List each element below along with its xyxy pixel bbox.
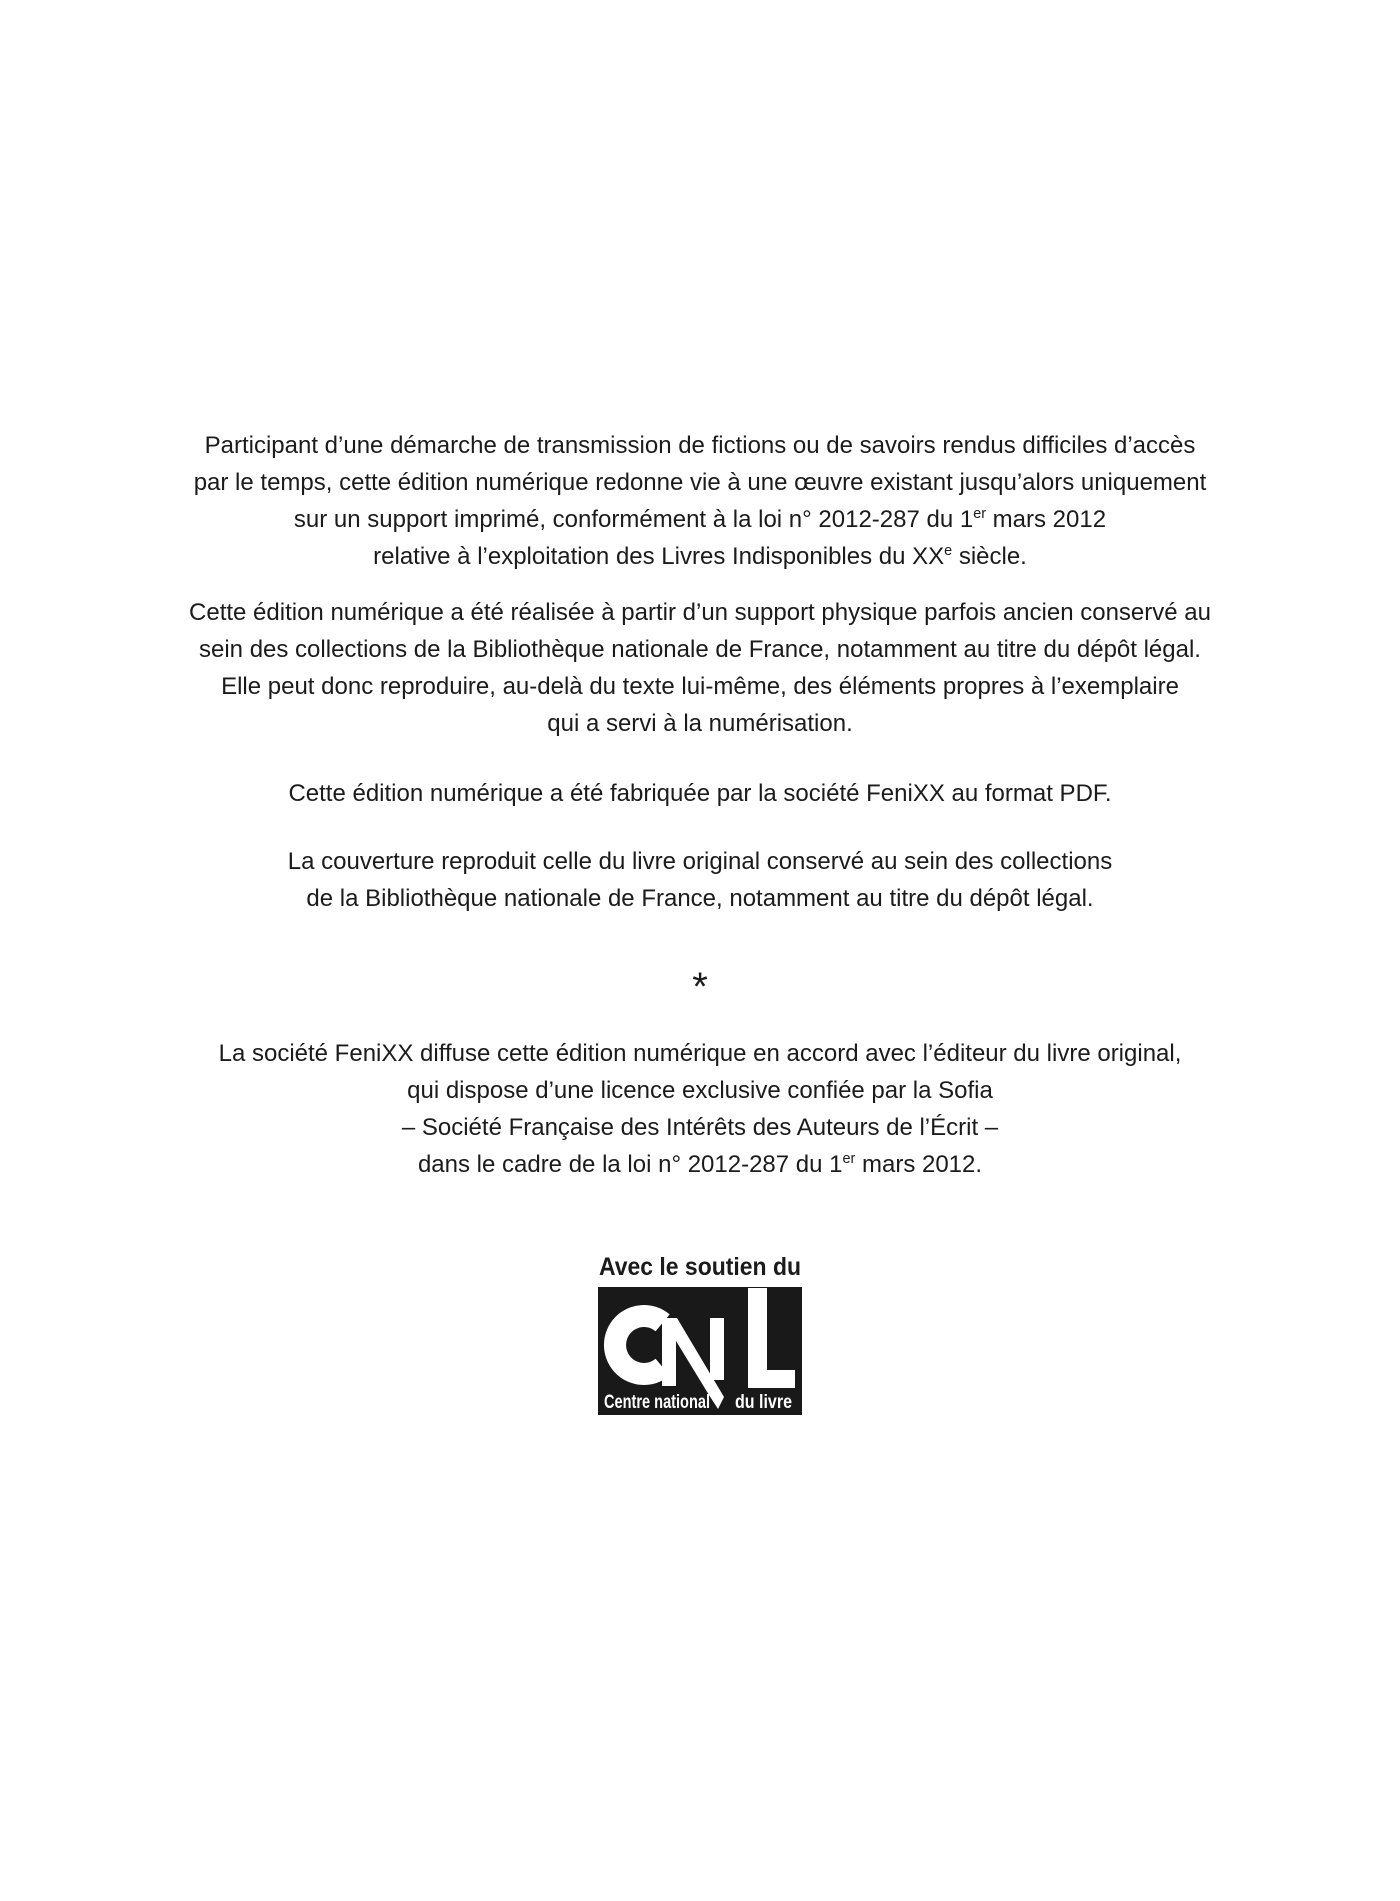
text-line: Elle peut donc reproduire, au-delà du texte lui-même, des éléments propres à l’exemplaire — [221, 673, 1179, 700]
paragraph-source-notice — [0, 594, 1400, 742]
text-block — [0, 427, 1400, 1415]
text-line: de la Bibliothèque nationale de France, notamment au titre du dépôt légal. — [306, 885, 1094, 912]
paragraph-separator — [0, 965, 1400, 1009]
text-line: relative à l’exploitation des Livres Indisponibles du XXe siècle. — [373, 543, 1027, 570]
cnl-caption-right: du livre — [735, 1392, 792, 1413]
paragraph-fabrication-notice — [0, 775, 1400, 812]
text-line: qui dispose d’une licence exclusive confiée par la Sofia — [407, 1077, 993, 1104]
text-line: La couverture reproduit celle du livre original conservé au sein des collections — [287, 848, 1113, 875]
text-line: Cette édition numérique a été réalisée à partir d’un support physique parfois ancien conservé au — [189, 599, 1211, 626]
superscript: e — [944, 543, 953, 559]
text-line: Cette édition numérique a été fabriquée par la société FeniXX au format PDF. — [288, 780, 1112, 807]
superscript: er — [842, 1151, 856, 1167]
paragraph-cover-notice — [0, 843, 1400, 917]
superscript: er — [973, 506, 987, 522]
cnl-caption-left: Centre national — [604, 1392, 710, 1413]
paragraph-diffusion-notice — [0, 1035, 1400, 1183]
text-line: * — [692, 965, 708, 1009]
paragraph-legal-notice — [0, 427, 1400, 575]
text-line: dans le cadre de la loi n° 2012-287 du 1er mars 2012. — [417, 1151, 983, 1178]
text-line: Participant d’une démarche de transmission de fictions ou de savoirs rendus difficiles d’accès — [204, 432, 1196, 459]
paragraphs-container — [0, 427, 1400, 1183]
cnl-support-label: Avec le soutien du — [599, 1253, 801, 1281]
cnl-lockup — [598, 1251, 802, 1415]
text-line: – Société Française des Intérêts des Auteurs de l’Écrit – — [401, 1114, 999, 1141]
text-line: sein des collections de la Bibliothèque nationale de France, notamment au titre du dépôt légal. — [199, 636, 1201, 663]
cnl-letter-n-right-stroke — [710, 1318, 724, 1380]
text-line: par le temps, cette édition numérique redonne vie à une œuvre existant jusqu’alors uniquement — [193, 469, 1207, 496]
text-line: La société FeniXX diffuse cette édition numérique en accord avec l’éditeur du livre original, — [218, 1040, 1182, 1067]
text-line: sur un support imprimé, conformément à la loi n° 2012-287 du 1er mars 2012 — [293, 506, 1107, 533]
text-line: qui a servi à la numérisation. — [547, 710, 853, 737]
